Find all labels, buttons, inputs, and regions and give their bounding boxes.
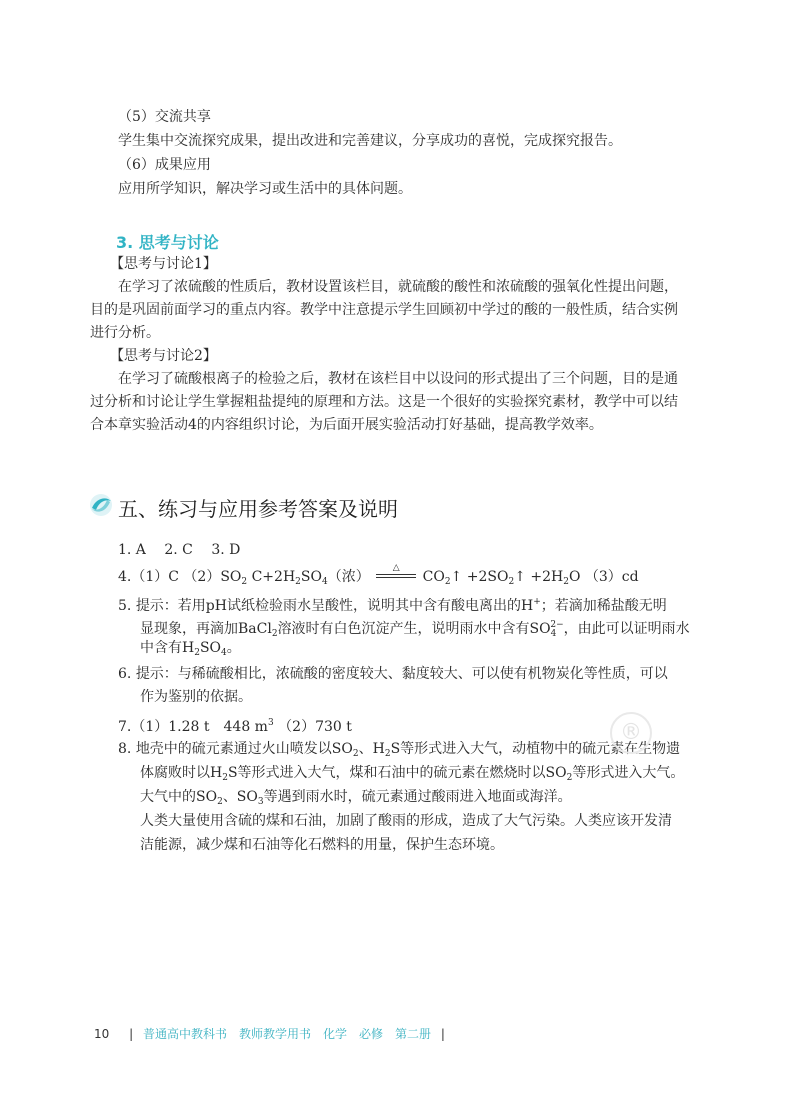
discussion-heading: 3. 思考与讨论 [116, 233, 219, 252]
answer-6-line-1: 6. 提示：与稀硫酸相比，浓硫酸的密度较大、黏度较大、可以使有机物炭化等性质，可以 [118, 666, 668, 682]
discussion1-line-3: 进行分析。 [90, 325, 160, 341]
answers-1-3: 1. A 2. C 3. D [118, 542, 241, 558]
section5-title: 五、练习与应用参考答案及说明 [118, 497, 398, 521]
answer-6-line-2: 作为鉴别的依据。 [140, 689, 252, 705]
answer-8-line-2: 体腐败时以$H_2S$等形式进入大气，煤和石油中的硫元素在燃烧时以$SO_2$等形式进入大气。 [140, 765, 685, 783]
discussion2-line-3: 合本章实验活动4的内容组织讨论，为后面开展实验活动打好基础，提高教学效率。 [90, 417, 603, 433]
registered-watermark: ® [610, 712, 652, 754]
page-number: 10 [94, 1027, 110, 1041]
discussion2-label: 【思考与讨论2】 [110, 348, 217, 364]
answer-8-line-3: 大气中的$SO_2$、$SO_3$等遇到雨水时，硫元素通过酸雨进入地面或海洋。 [140, 789, 572, 807]
section-swirl-icon [88, 492, 114, 518]
step5-text: 学生集中交流探究成果，提出改进和完善建议，分享成功的喜悦，完成探究报告。 [118, 133, 622, 149]
answer-8-line-4: 人类大量使用含硫的煤和石油，加剧了酸雨的形成，造成了大气污染。人类应该开发清 [140, 813, 672, 829]
answer-8-line-5: 洁能源，减少煤和石油等化石燃料的用量，保护生态环境。 [140, 837, 504, 853]
heating-equals-sign: △ [374, 567, 418, 587]
answer-5-line-2: 显现象，再滴加BaCl$_2$溶液时有白色沉淀产生，说明雨水中含有$SO_4^{2-}$，由此可以证明雨水 [140, 620, 690, 639]
footer-separator-left: | [129, 1027, 134, 1041]
footer-separator-right: | [440, 1027, 445, 1041]
discussion2-line-2: 过分析和讨论让学生掌握粗盐提纯的原理和方法。这是一个很好的实验探究素材，教学中可以结 [90, 394, 678, 410]
discussion2-line-1: 在学习了硫酸根离子的检验之后，教材在该栏目中以设问的形式提出了三个问题，目的是通 [118, 371, 678, 387]
discussion1-label: 【思考与讨论1】 [110, 256, 217, 272]
step6-title: （6）成果应用 [118, 157, 211, 173]
answer-8-line-1: 8. 地壳中的硫元素通过火山喷发以$SO_2$、$H_2S$等形式进入大气，动植物中的硫元素在生物遗 [118, 741, 681, 759]
step6-text: 应用所学知识，解决学习或生活中的具体问题。 [118, 181, 412, 197]
answer-7: 7.（1）1.28 t 448 $m^3$ （2）730 t [118, 718, 352, 735]
discussion1-line-2: 目的是巩固前面学习的重点内容。教学中注意提示学生回顾初中学过的酸的一般性质，结合实例 [90, 302, 678, 318]
page-footer [94, 1025, 451, 1042]
book-title: 普通高中教科书 教师教学用书 化学 必修 第二册 [142, 1027, 431, 1041]
discussion1-line-1: 在学习了浓硫酸的性质后，教材设置该栏目，就硫酸的酸性和浓硫酸的强氧化性提出问题， [118, 279, 678, 295]
answer-4: 4.（1）C $(2)SO_2$ $C+2H_2SO_4$（浓） △ $CO_2↑$ $+2SO_2↑ +2H_2O$ （3）cd [118, 563, 639, 587]
answer-5-line-3: 中含有$H_2SO_4$。 [140, 640, 241, 658]
step5-title: （5）交流共享 [118, 109, 211, 125]
answer-5-line-1: 5. 提示：若用pH试纸检验雨水呈酸性，说明其中含有酸电离出的H+；若滴加稀盐酸无明 [118, 597, 667, 614]
